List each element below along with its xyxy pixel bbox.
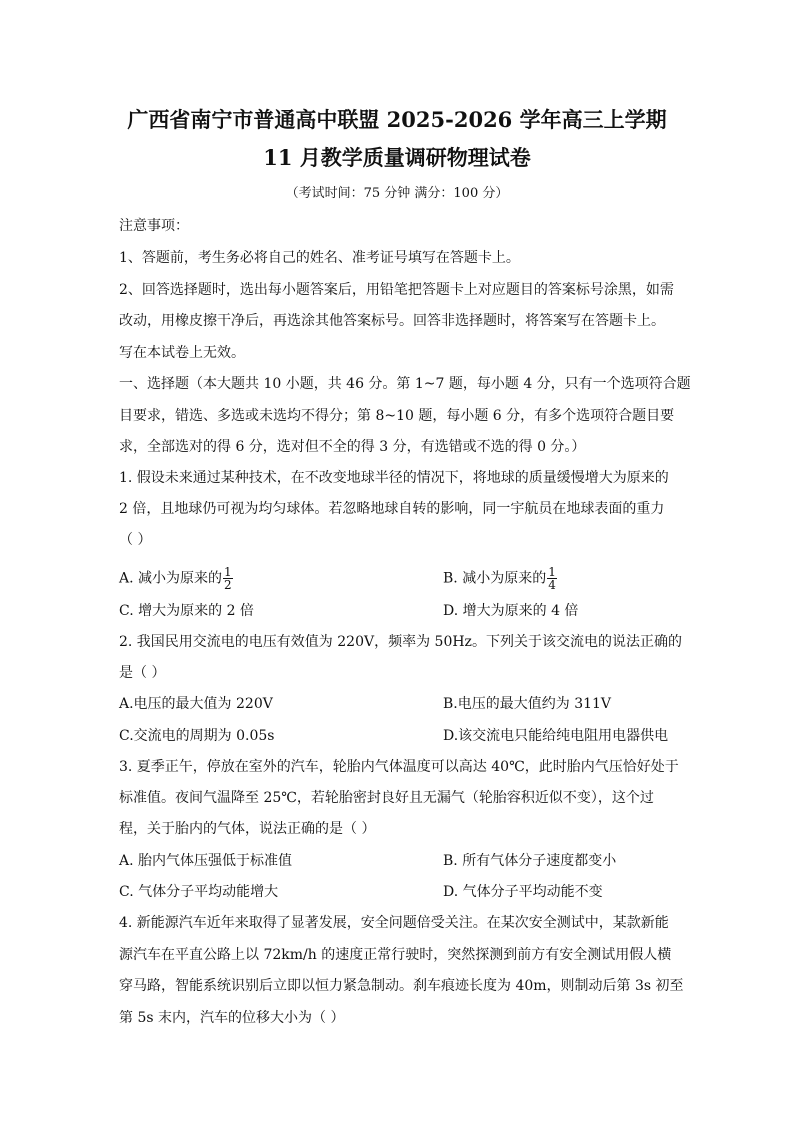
q1-stem-line-3: （ ） (119, 532, 152, 548)
q3-stem-line-3: 程，关于胎内的气体，说法正确的是（ ） (119, 821, 376, 837)
q1-option-b-fraction (547, 566, 557, 591)
exam-title-line1: 广西省南宁市普通高中联盟 2025-2026 学年高三上学期 (127, 107, 667, 132)
notes-item-2-line-1: 2、回答选择题时，选出每小题答案后，用铅笔把答题卡上对应题目的答案标号涂黑，如需 (119, 282, 674, 298)
q1-stem-line-2: 2 倍，且地球仍可视为均匀球体。若忽略地球自转的影响，同一宇航员在地球表面的重力 (119, 501, 665, 517)
q3-stem-line-1: 3. 夏季正午，停放在室外的汽车，轮胎内气体温度可以高达 40℃，此时胎内气压恰好处于 (119, 759, 679, 775)
section1-intro-line-3: 求，全部选对的得 6 分，选对但不全的得 3 分，有选错或不选的得 0 分。） (119, 439, 586, 455)
q4-stem-line-4: 第 5s 末内，汽车的位移大小为（ ） (119, 1010, 345, 1026)
q1-option-a-text: A. 减小为原来的 (119, 570, 223, 587)
q2-stem-line-2: 是（ ） (119, 665, 166, 681)
notes-item-2-line-3: 写在本试卷上无效。 (119, 345, 245, 361)
q1-option-a-fraction (223, 566, 233, 591)
q2-option-a: A.电压的最大值为 220V (119, 696, 273, 712)
q1-stem-line-1: 1. 假设未来通过某种技术，在不改变地球半径的情况下，将地球的质量缓慢增大为原来的 (119, 470, 669, 486)
notes-item-1: 1、答题前，考生务必将自己的姓名、准考证号填写在答题卡上。 (119, 250, 520, 266)
notes-item-2-line-2: 改动，用橡皮擦干净后，再选涂其他答案标号。回答非选择题时，将答案写在答题卡上。 (119, 313, 665, 329)
q3-option-a: A. 胎内气体压强低于标准值 (119, 853, 293, 869)
section1-intro-line-1: 一、选择题（本大题共 10 小题，共 46 分。第 1~7 题，每小题 4 分，只有一个选项符合题 (119, 376, 691, 392)
q2-option-d: D.该交流电只能给纯电阻用电器供电 (443, 728, 669, 744)
q2-stem-line-1: 2. 我国民用交流电的电压有效值为 220V，频率为 50Hz。下列关于该交流电的说法正确的 (119, 634, 682, 650)
q1-option-b (443, 566, 557, 591)
q1-option-b-text: B. 减小为原来的 (443, 570, 547, 587)
q3-stem-line-2: 标准值。夜间气温降至 25℃，若轮胎密封良好且无漏气（轮胎容积近似不变），这个过 (119, 790, 654, 806)
exam-info: （考试时间：75 分钟 满分：100 分） (285, 186, 509, 201)
q1-option-a-numerator: 1 (224, 565, 232, 579)
q4-stem-line-1: 4. 新能源汽车近年来取得了显著发展，安全问题倍受关注。在某次安全测试中，某款新能 (119, 915, 669, 931)
q1-option-a-denominator: 2 (224, 578, 232, 592)
q1-option-a (119, 566, 233, 591)
q1-option-b-numerator: 1 (548, 565, 556, 579)
exam-title-line2: 11 月教学质量调研物理试卷 (263, 145, 531, 170)
q2-option-c: C.交流电的周期为 0.05s (119, 728, 275, 744)
q3-option-d: D. 气体分子平均动能不变 (443, 884, 603, 900)
q1-option-d: D. 增大为原来的 4 倍 (443, 603, 579, 619)
q1-option-b-denominator: 4 (548, 578, 556, 592)
q3-option-b: B. 所有气体分子速度都变小 (443, 853, 617, 869)
q4-stem-line-2: 源汽车在平直公路上以 72km/h 的速度正常行驶时，突然探测到前方有安全测试用假人横 (119, 947, 672, 963)
q4-stem-line-3: 穿马路，智能系统识别后立即以恒力紧急制动。刹车痕迹长度为 40m，则制动后第 3s 初至 (119, 978, 684, 994)
q1-option-c: C. 增大为原来的 2 倍 (119, 603, 254, 619)
section1-intro-line-2: 目要求，错选、多选或未选均不得分；第 8~10 题，每小题 6 分，有多个选项符合题目要 (119, 408, 675, 424)
q3-option-c: C. 气体分子平均动能增大 (119, 884, 279, 900)
q2-option-b: B.电压的最大值约为 311V (443, 696, 612, 712)
notes-heading: 注意事项： (119, 218, 189, 234)
